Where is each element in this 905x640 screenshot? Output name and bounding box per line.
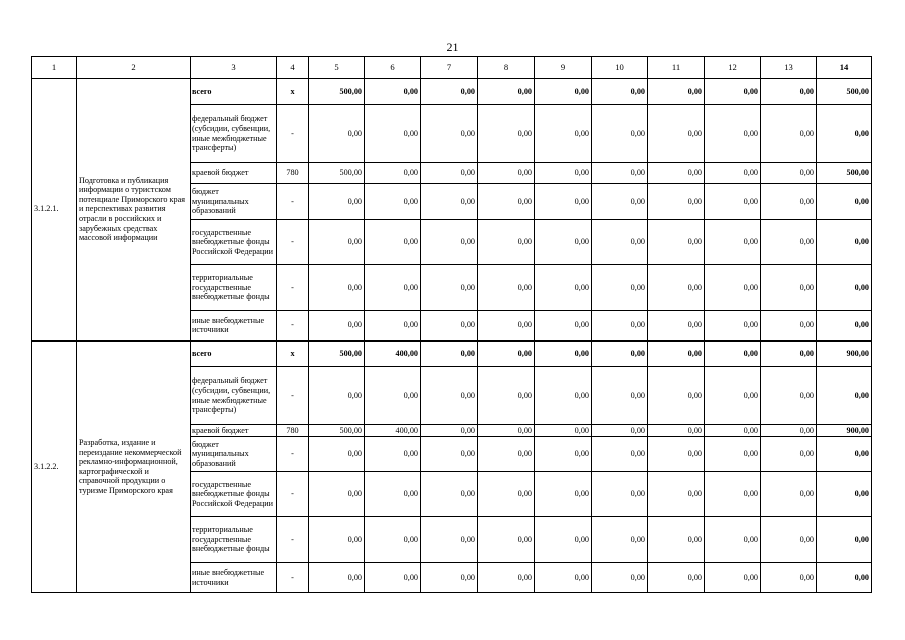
value-cell: 0,00 (421, 184, 478, 220)
total-value: 0,00 (817, 265, 872, 311)
value-cell: 500,00 (309, 79, 365, 105)
funding-source: иные внебюджетные источники (191, 563, 277, 593)
budget-code: 780 (277, 163, 309, 184)
value-cell: 0,00 (478, 425, 535, 437)
value-cell: 0,00 (309, 105, 365, 163)
value-cell: 0,00 (421, 367, 478, 425)
budget-code: - (277, 184, 309, 220)
value-cell: 0,00 (421, 425, 478, 437)
value-cell: 0,00 (535, 341, 592, 367)
item-code: 3.1.2.2. (32, 341, 77, 593)
item-name: Разработка, издание и переиздание некоммерческой рекламно-информационной, картографической и справочной продукции о туризме Приморского края (77, 341, 191, 593)
value-cell: 0,00 (592, 265, 648, 311)
value-cell: 0,00 (535, 311, 592, 341)
value-cell: 500,00 (309, 163, 365, 184)
value-cell: 0,00 (705, 341, 761, 367)
value-cell: 0,00 (478, 311, 535, 341)
header-cell: 3 (191, 57, 277, 79)
table-row (32, 79, 872, 105)
budget-code: - (277, 563, 309, 593)
value-cell: 0,00 (535, 79, 592, 105)
total-value: 0,00 (817, 311, 872, 341)
value-cell: 0,00 (705, 311, 761, 341)
value-cell: 0,00 (365, 472, 421, 517)
value-cell: 0,00 (309, 437, 365, 472)
value-cell: 0,00 (592, 437, 648, 472)
budget-code: 780 (277, 425, 309, 437)
value-cell: 0,00 (648, 563, 705, 593)
total-value: 900,00 (817, 425, 872, 437)
value-cell: 0,00 (309, 517, 365, 563)
value-cell: 0,00 (365, 79, 421, 105)
page-number: 21 (446, 40, 459, 54)
value-cell: 0,00 (705, 184, 761, 220)
value-cell: 0,00 (421, 220, 478, 265)
value-cell: 0,00 (309, 265, 365, 311)
value-cell: 0,00 (705, 163, 761, 184)
value-cell: 0,00 (421, 311, 478, 341)
value-cell: 0,00 (478, 367, 535, 425)
value-cell: 0,00 (761, 163, 817, 184)
value-cell: 0,00 (705, 472, 761, 517)
value-cell: 0,00 (535, 425, 592, 437)
value-cell: 0,00 (478, 472, 535, 517)
value-cell: 0,00 (535, 367, 592, 425)
value-cell: 0,00 (592, 367, 648, 425)
total-value: 0,00 (817, 472, 872, 517)
value-cell: 0,00 (761, 79, 817, 105)
value-cell: 400,00 (365, 341, 421, 367)
value-cell: 0,00 (592, 563, 648, 593)
value-cell: 0,00 (478, 517, 535, 563)
funding-source: федеральный бюджет (субсидии, субвенции, иные межбюджетные трансферты) (191, 367, 277, 425)
value-cell: 0,00 (761, 563, 817, 593)
value-cell: 0,00 (365, 563, 421, 593)
value-cell: 0,00 (421, 163, 478, 184)
value-cell: 0,00 (421, 517, 478, 563)
value-cell: 0,00 (761, 265, 817, 311)
value-cell: 0,00 (592, 163, 648, 184)
value-cell: 0,00 (309, 184, 365, 220)
value-cell: 0,00 (309, 367, 365, 425)
budget-code: - (277, 220, 309, 265)
value-cell: 0,00 (648, 437, 705, 472)
header-cell: 2 (77, 57, 191, 79)
budget-table (31, 56, 872, 593)
value-cell: 0,00 (648, 425, 705, 437)
table-row (32, 341, 872, 367)
header-cell: 13 (761, 57, 817, 79)
value-cell: 0,00 (365, 311, 421, 341)
item-code: 3.1.2.1. (32, 79, 77, 341)
value-cell: 0,00 (309, 311, 365, 341)
value-cell: 500,00 (309, 341, 365, 367)
value-cell: 0,00 (761, 367, 817, 425)
value-cell: 0,00 (421, 341, 478, 367)
total-value: 0,00 (817, 184, 872, 220)
value-cell: 0,00 (648, 265, 705, 311)
value-cell: 0,00 (309, 220, 365, 265)
value-cell: 0,00 (648, 220, 705, 265)
budget-code: х (277, 341, 309, 367)
value-cell: 0,00 (365, 367, 421, 425)
value-cell: 0,00 (478, 563, 535, 593)
value-cell: 0,00 (535, 472, 592, 517)
budget-code: - (277, 472, 309, 517)
table-body (32, 57, 872, 593)
budget-code: - (277, 265, 309, 311)
funding-source: краевой бюджет (191, 425, 277, 437)
value-cell: 0,00 (365, 184, 421, 220)
value-cell: 0,00 (648, 184, 705, 220)
value-cell: 0,00 (761, 105, 817, 163)
value-cell: 0,00 (421, 265, 478, 311)
budget-code: - (277, 437, 309, 472)
value-cell: 0,00 (535, 220, 592, 265)
value-cell: 0,00 (705, 517, 761, 563)
header-cell: 5 (309, 57, 365, 79)
value-cell: 0,00 (535, 163, 592, 184)
value-cell: 0,00 (761, 517, 817, 563)
header-cell: 6 (365, 57, 421, 79)
value-cell: 0,00 (365, 517, 421, 563)
header-row (32, 57, 872, 79)
value-cell: 0,00 (648, 163, 705, 184)
header-cell: 7 (421, 57, 478, 79)
value-cell: 0,00 (648, 367, 705, 425)
header-cell: 14 (817, 57, 872, 79)
value-cell: 0,00 (648, 341, 705, 367)
budget-code: х (277, 79, 309, 105)
total-value: 0,00 (817, 367, 872, 425)
value-cell: 0,00 (648, 79, 705, 105)
header-cell: 11 (648, 57, 705, 79)
header-cell: 1 (32, 57, 77, 79)
value-cell: 0,00 (365, 265, 421, 311)
funding-source: федеральный бюджет (субсидии, субвенции, иные межбюджетные трансферты) (191, 105, 277, 163)
budget-code: - (277, 367, 309, 425)
value-cell: 0,00 (705, 563, 761, 593)
value-cell: 0,00 (365, 220, 421, 265)
value-cell: 0,00 (309, 472, 365, 517)
funding-source: государственные внебюджетные фонды Российской Федерации (191, 220, 277, 265)
value-cell: 0,00 (592, 517, 648, 563)
value-cell: 0,00 (648, 311, 705, 341)
value-cell: 0,00 (705, 437, 761, 472)
value-cell: 0,00 (648, 105, 705, 163)
total-value: 0,00 (817, 220, 872, 265)
header-cell: 10 (592, 57, 648, 79)
value-cell: 0,00 (421, 437, 478, 472)
value-cell: 0,00 (705, 367, 761, 425)
funding-source: бюджет муниципальных образований (191, 184, 277, 220)
header-cell: 4 (277, 57, 309, 79)
funding-source: всего (191, 341, 277, 367)
budget-code: - (277, 105, 309, 163)
value-cell: 0,00 (592, 425, 648, 437)
value-cell: 0,00 (478, 184, 535, 220)
value-cell: 0,00 (421, 563, 478, 593)
value-cell: 0,00 (705, 425, 761, 437)
value-cell: 500,00 (309, 425, 365, 437)
header-cell: 9 (535, 57, 592, 79)
value-cell: 0,00 (648, 472, 705, 517)
value-cell: 0,00 (761, 437, 817, 472)
value-cell: 400,00 (365, 425, 421, 437)
value-cell: 0,00 (365, 105, 421, 163)
value-cell: 0,00 (761, 472, 817, 517)
funding-source: бюджет муниципальных образований (191, 437, 277, 472)
budget-code: - (277, 517, 309, 563)
value-cell: 0,00 (535, 563, 592, 593)
value-cell: 0,00 (761, 184, 817, 220)
value-cell: 0,00 (592, 472, 648, 517)
value-cell: 0,00 (478, 79, 535, 105)
value-cell: 0,00 (365, 437, 421, 472)
value-cell: 0,00 (592, 105, 648, 163)
value-cell: 0,00 (705, 265, 761, 311)
value-cell: 0,00 (478, 105, 535, 163)
funding-source: всего (191, 79, 277, 105)
value-cell: 0,00 (478, 265, 535, 311)
funding-source: иные внебюджетные источники (191, 311, 277, 341)
value-cell: 0,00 (592, 220, 648, 265)
value-cell: 0,00 (761, 341, 817, 367)
value-cell: 0,00 (421, 472, 478, 517)
value-cell: 0,00 (478, 163, 535, 184)
value-cell: 0,00 (705, 220, 761, 265)
funding-source: территориальные государственные внебюджетные фонды (191, 517, 277, 563)
value-cell: 0,00 (421, 79, 478, 105)
value-cell: 0,00 (478, 437, 535, 472)
value-cell: 0,00 (592, 311, 648, 341)
value-cell: 0,00 (535, 105, 592, 163)
value-cell: 0,00 (705, 79, 761, 105)
total-value: 0,00 (817, 105, 872, 163)
value-cell: 0,00 (592, 79, 648, 105)
header-cell: 8 (478, 57, 535, 79)
value-cell: 0,00 (592, 341, 648, 367)
value-cell: 0,00 (761, 220, 817, 265)
total-value: 500,00 (817, 79, 872, 105)
funding-source: государственные внебюджетные фонды Российской Федерации (191, 472, 277, 517)
value-cell: 0,00 (309, 563, 365, 593)
value-cell: 0,00 (478, 341, 535, 367)
budget-code: - (277, 311, 309, 341)
value-cell: 0,00 (761, 425, 817, 437)
funding-source: территориальные государственные внебюджетные фонды (191, 265, 277, 311)
value-cell: 0,00 (592, 184, 648, 220)
value-cell: 0,00 (535, 265, 592, 311)
item-name: Подготовка и публикация информации о туристском потенциале Приморского края и перспективах развития отрасли в российских и зарубежных средствах массовой информации (77, 79, 191, 341)
value-cell: 0,00 (648, 517, 705, 563)
total-value: 0,00 (817, 437, 872, 472)
total-value: 0,00 (817, 517, 872, 563)
value-cell: 0,00 (365, 163, 421, 184)
value-cell: 0,00 (421, 105, 478, 163)
total-value: 500,00 (817, 163, 872, 184)
funding-source: краевой бюджет (191, 163, 277, 184)
value-cell: 0,00 (535, 184, 592, 220)
value-cell: 0,00 (535, 517, 592, 563)
value-cell: 0,00 (478, 220, 535, 265)
value-cell: 0,00 (705, 105, 761, 163)
value-cell: 0,00 (535, 437, 592, 472)
total-value: 0,00 (817, 563, 872, 593)
header-cell: 12 (705, 57, 761, 79)
value-cell: 0,00 (761, 311, 817, 341)
total-value: 900,00 (817, 341, 872, 367)
